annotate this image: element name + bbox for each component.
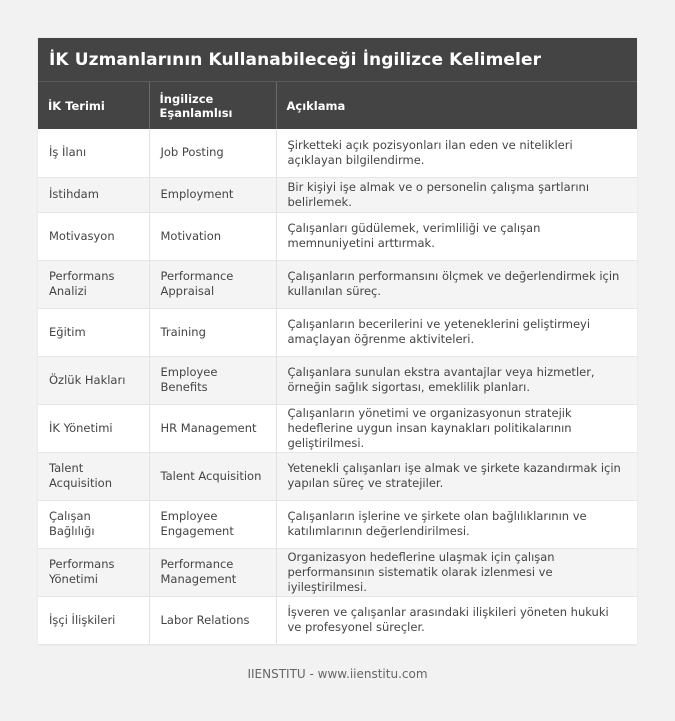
cell-term: Eğitim — [38, 308, 149, 356]
footer-credit: IIENSTITU - www.iienstitu.com — [247, 667, 428, 681]
table-row — [38, 177, 637, 212]
table-row — [38, 452, 637, 500]
column-header-term: İK Terimi — [38, 82, 149, 129]
cell-description: Çalışanların yönetimi ve organizasyonun stratejik hedeflerine uygun insan kaynakları politikalarının geliştirilmesi. — [276, 404, 637, 452]
column-header-description: Açıklama — [276, 82, 637, 129]
cell-english: Employment — [149, 177, 276, 212]
cell-english: Job Posting — [149, 129, 276, 177]
table-row — [38, 212, 637, 260]
cell-description: Çalışanlara sunulan ekstra avantajlar veya hizmetler, örneğin sağlık sigortası, emeklilik planları. — [276, 356, 637, 404]
cell-description: Çalışanları güdülemek, verimliliği ve çalışan memnuniyetini arttırmak. — [276, 212, 637, 260]
cell-description: Şirketteki açık pozisyonları ilan eden ve nitelikleri açıklayan bilgilendirme. — [276, 129, 637, 177]
table-row — [38, 548, 637, 596]
glossary-table — [38, 82, 637, 645]
cell-term: İşçi İlişkileri — [38, 596, 149, 644]
header-row — [38, 82, 637, 129]
table-row — [38, 260, 637, 308]
cell-term: Özlük Hakları — [38, 356, 149, 404]
cell-english: Labor Relations — [149, 596, 276, 644]
table-row — [38, 308, 637, 356]
cell-term: Performans Yönetimi — [38, 548, 149, 596]
column-header-english: İngilizce Eşanlamlısı — [149, 82, 276, 129]
cell-english: Performance Management — [149, 548, 276, 596]
table-row — [38, 404, 637, 452]
table-title: İK Uzmanlarının Kullanabileceği İngilizce Kelimeler — [38, 38, 637, 82]
cell-description: Organizasyon hedeflerine ulaşmak için çalışan performansının sistematik olarak izlenmesi ve iyileştirilmesi. — [276, 548, 637, 596]
cell-term: İş İlanı — [38, 129, 149, 177]
cell-description: Çalışanların becerilerini ve yeteneklerini geliştirmeyi amaçlayan öğrenme aktiviteleri. — [276, 308, 637, 356]
cell-english: Motivation — [149, 212, 276, 260]
table-card — [38, 38, 637, 645]
cell-english: Training — [149, 308, 276, 356]
cell-english: Talent Acquisition — [149, 452, 276, 500]
cell-description: Bir kişiyi işe almak ve o personelin çalışma şartlarını belirlemek. — [276, 177, 637, 212]
cell-description: Çalışanların işlerine ve şirkete olan bağlılıklarının ve katılımlarının değerlendirilmesi. — [276, 500, 637, 548]
cell-term: İK Yönetimi — [38, 404, 149, 452]
cell-english: HR Management — [149, 404, 276, 452]
cell-term: Motivasyon — [38, 212, 149, 260]
table-row — [38, 500, 637, 548]
cell-term: Talent Acquisition — [38, 452, 149, 500]
cell-term: Çalışan Bağlılığı — [38, 500, 149, 548]
cell-english: Employee Benefits — [149, 356, 276, 404]
cell-description: İşveren ve çalışanlar arasındaki ilişkileri yöneten hukuki ve profesyonel süreçler. — [276, 596, 637, 644]
table-row — [38, 356, 637, 404]
cell-english: Employee Engagement — [149, 500, 276, 548]
cell-description: Yetenekli çalışanları işe almak ve şirkete kazandırmak için yapılan süreç ve stratejiler. — [276, 452, 637, 500]
cell-description: Çalışanların performansını ölçmek ve değerlendirmek için kullanılan süreç. — [276, 260, 637, 308]
cell-term: Performans Analizi — [38, 260, 149, 308]
table-row — [38, 129, 637, 177]
cell-term: İstihdam — [38, 177, 149, 212]
table-row — [38, 596, 637, 644]
cell-english: Performance Appraisal — [149, 260, 276, 308]
